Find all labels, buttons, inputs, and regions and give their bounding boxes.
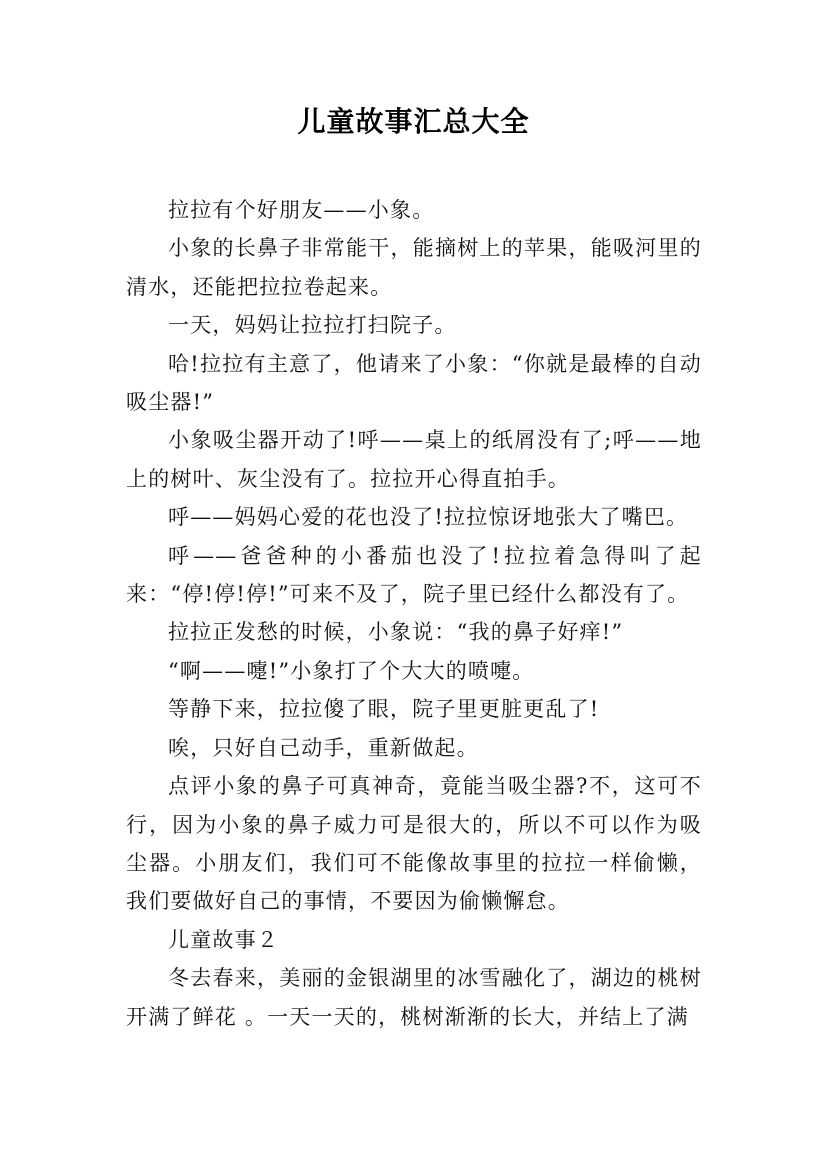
paragraph: 拉拉有个好朋友——小象。 [168, 198, 435, 222]
document-body [126, 191, 702, 1036]
paragraph: 呼——爸爸种的小番茄也没了!拉拉着急得叫了起来：“停!停!停!”可来不及了，院子里已经什么都没有了。 [126, 543, 702, 607]
paragraph: 一天，妈妈让拉拉打扫院子。 [168, 313, 457, 338]
paragraph: 唉，只好自己动手，重新做起。 [168, 735, 479, 760]
paragraph: “啊——嚏!”小象打了个大大的喷嚏。 [168, 658, 535, 683]
paragraph: 小象吸尘器开动了!呼——桌上的纸屑没有了;呼——地上的树叶、灰尘没有了。拉拉开心得直拍手。 [126, 428, 702, 491]
paragraph: 拉拉正发愁的时候，小象说：“我的鼻子好痒!” [168, 620, 624, 645]
paragraph: 等静下来，拉拉傻了眼，院子里更脏更乱了! [168, 697, 600, 722]
paragraph: 冬去春来，美丽的金银湖里的冰雪融化了，湖边的桃树开满了鲜花 。一天一天的，桃树渐渐的长大，并结上了满 [126, 966, 702, 1029]
document-title: 儿童故事汇总大全 [297, 105, 530, 138]
section-heading: 儿童故事２ [168, 927, 279, 952]
paragraph: 呼——妈妈心爱的花也没了!拉拉惊讶地张大了嘴巴。 [168, 505, 689, 530]
paragraph: 小象的长鼻子非常能干，能摘树上的苹果，能吸河里的清水，还能把拉拉卷起来。 [126, 236, 702, 299]
paragraph: 哈!拉拉有主意了，他请来了小象：“你就是最棒的自动吸尘器!” [126, 351, 702, 415]
paragraph: 点评小象的鼻子可真神奇，竟能当吸尘器?不，这可不行，因为小象的鼻子威力可是很大的，所以不可以作为吸尘器。小朋友们，我们可不能像故事里的拉拉一样偷懒，我们要做好自己的事情，不要因为偷懒懈怠。 [126, 774, 702, 914]
